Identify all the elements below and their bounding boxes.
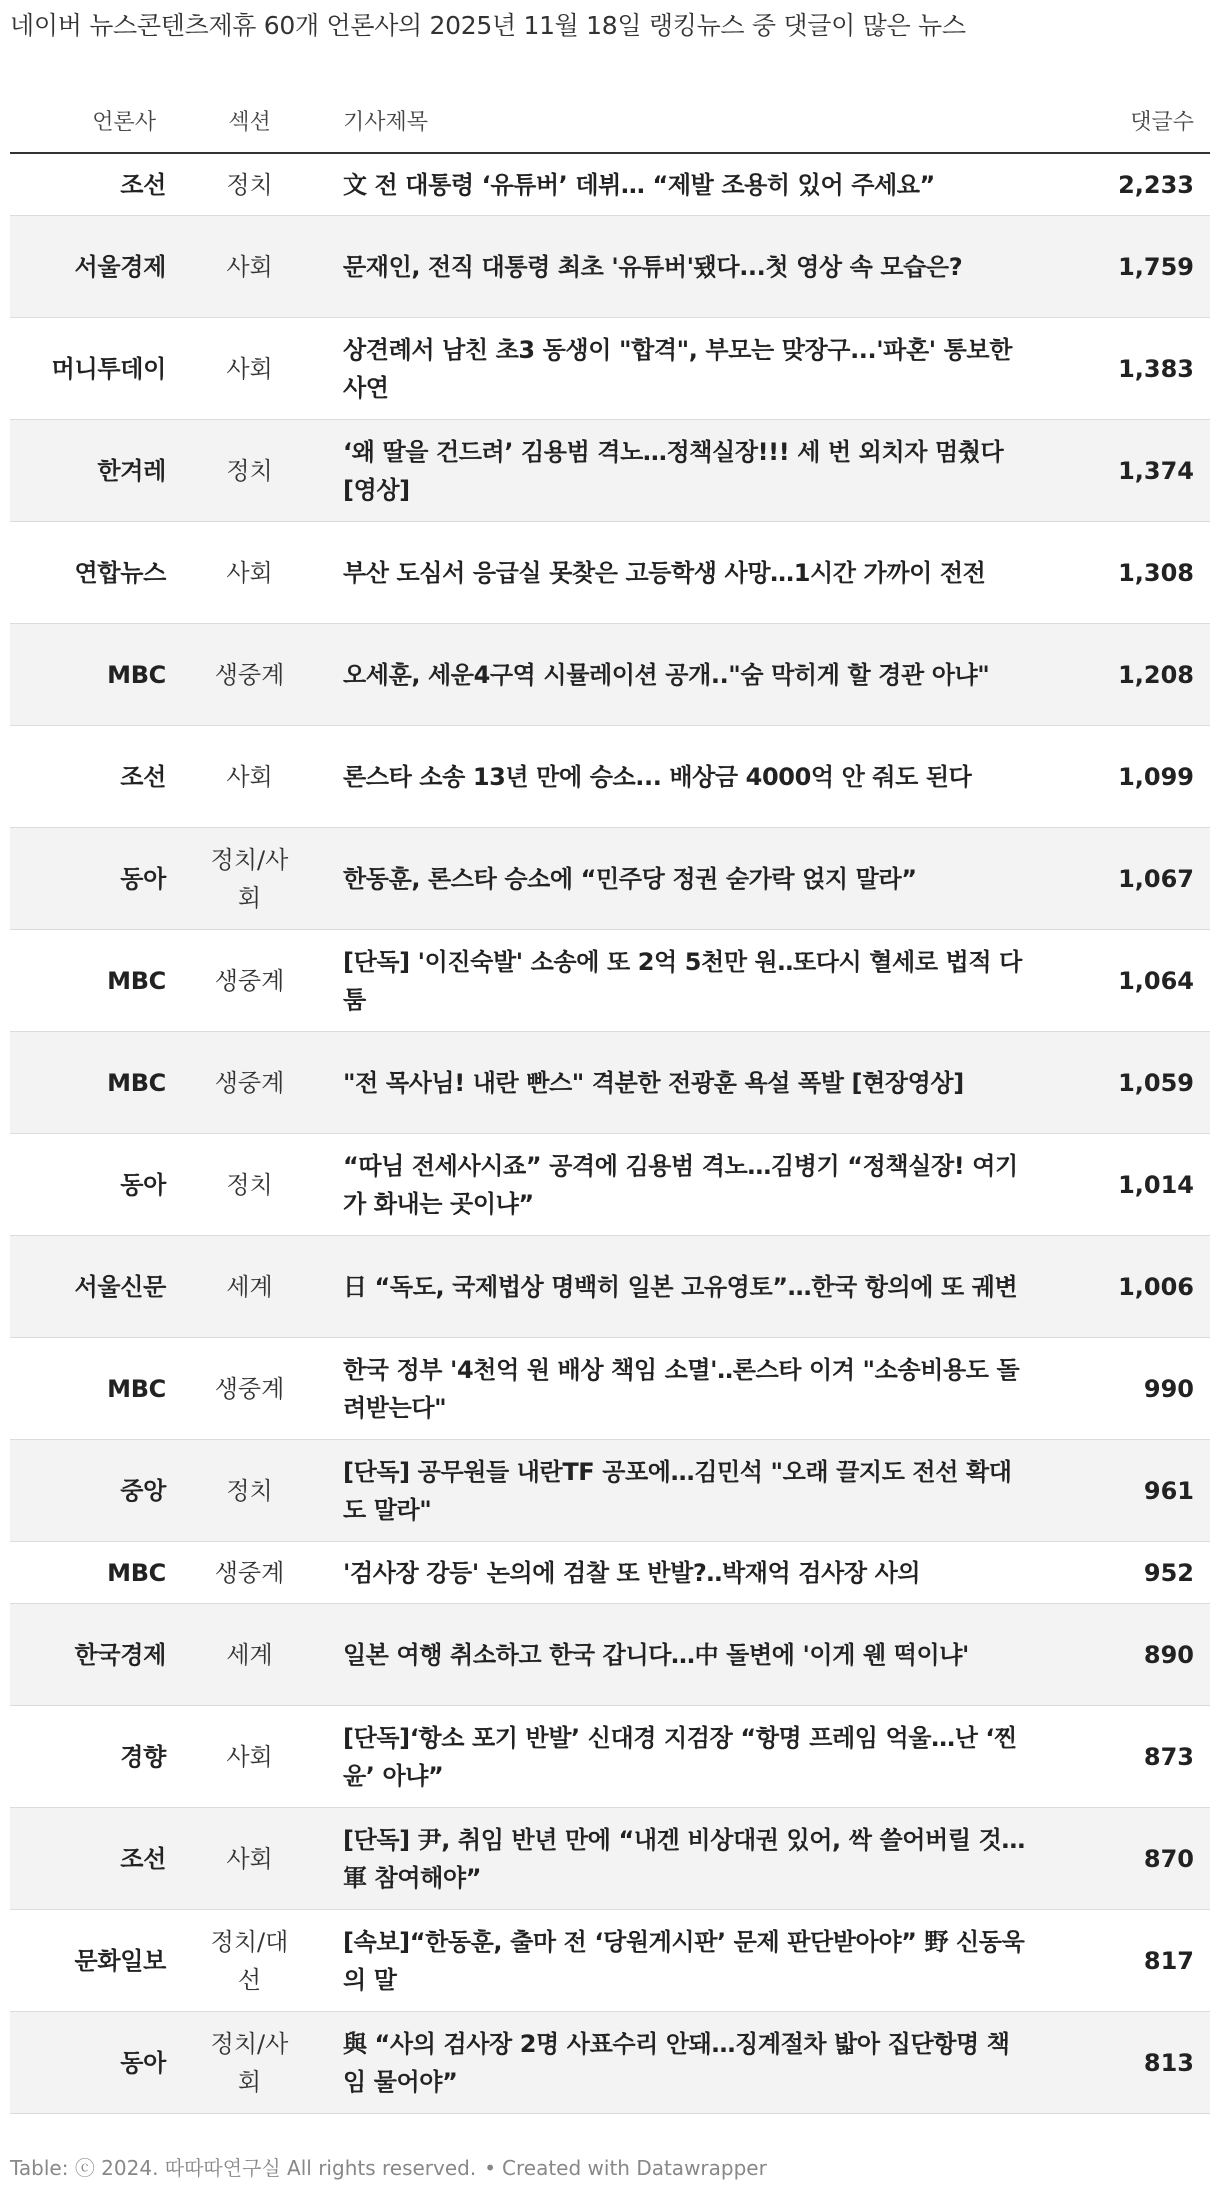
cell-press: 한겨레 bbox=[10, 420, 172, 522]
cell-headline: 상견례서 남친 초3 동생이 "합격", 부모는 맞장구...'파혼' 통보한 사연 bbox=[327, 318, 1070, 420]
table-row bbox=[10, 930, 1210, 1032]
cell-headline: [단독] '이진숙발' 소송에 또 2억 5천만 원‥또다시 혈세로 법적 다툼 bbox=[327, 930, 1070, 1032]
cell-section: 정치/사회 bbox=[172, 2012, 327, 2114]
cell-comments: 1,374 bbox=[1070, 420, 1210, 522]
table-row bbox=[10, 216, 1210, 318]
cell-press: 중앙 bbox=[10, 1440, 172, 1542]
cell-press: 경향 bbox=[10, 1706, 172, 1808]
cell-headline: [단독] 尹, 취임 반년 만에 “내겐 비상대권 있어, 싹 쓸어버릴 것… 軍 참여해야” bbox=[327, 1808, 1070, 1910]
footer bbox=[10, 2152, 767, 2181]
footer-created-with-link[interactable]: Created with Datawrapper bbox=[502, 2156, 767, 2180]
column-header-comments[interactable]: 댓글수 bbox=[1070, 88, 1210, 153]
table-row bbox=[10, 1706, 1210, 1808]
table-row bbox=[10, 1338, 1210, 1440]
cell-press: 동아 bbox=[10, 1134, 172, 1236]
cell-comments: 1,099 bbox=[1070, 726, 1210, 828]
cell-section: 생중계 bbox=[172, 1542, 327, 1604]
cell-section: 생중계 bbox=[172, 624, 327, 726]
cell-section: 사회 bbox=[172, 1808, 327, 1910]
cell-comments: 2,233 bbox=[1070, 153, 1210, 216]
cell-comments: 873 bbox=[1070, 1706, 1210, 1808]
cell-headline: "전 목사님! 내란 빤스" 격분한 전광훈 욕설 폭발 [현장영상] bbox=[327, 1032, 1070, 1134]
table-row bbox=[10, 1134, 1210, 1236]
table-row bbox=[10, 1604, 1210, 1706]
cell-press: MBC bbox=[10, 1338, 172, 1440]
cell-headline: 오세훈, 세운4구역 시뮬레이션 공개.."숨 막히게 할 경관 아냐" bbox=[327, 624, 1070, 726]
table-row bbox=[10, 1236, 1210, 1338]
cell-comments: 1,059 bbox=[1070, 1032, 1210, 1134]
cell-section: 정치 bbox=[172, 420, 327, 522]
cell-comments: 890 bbox=[1070, 1604, 1210, 1706]
cell-section: 사회 bbox=[172, 216, 327, 318]
cell-press: 서울신문 bbox=[10, 1236, 172, 1338]
cell-section: 세계 bbox=[172, 1604, 327, 1706]
cell-comments: 1,759 bbox=[1070, 216, 1210, 318]
cell-press: 동아 bbox=[10, 2012, 172, 2114]
cell-headline: 부산 도심서 응급실 못찾은 고등학생 사망…1시간 가까이 전전 bbox=[327, 522, 1070, 624]
cell-section: 정치 bbox=[172, 153, 327, 216]
cell-headline: ‘왜 딸을 건드려’ 김용범 격노…정책실장!!! 세 번 외치자 멈췄다 [영상] bbox=[327, 420, 1070, 522]
cell-press: 동아 bbox=[10, 828, 172, 930]
column-header-section[interactable]: 섹션 bbox=[172, 88, 327, 153]
cell-press: MBC bbox=[10, 1032, 172, 1134]
cell-press: 조선 bbox=[10, 153, 172, 216]
footer-credit: Table: ⓒ 2024. 따따따연구실 All rights reserved. bbox=[10, 2156, 477, 2180]
cell-section: 정치 bbox=[172, 1134, 327, 1236]
cell-press: 조선 bbox=[10, 726, 172, 828]
cell-headline: “따님 전세사시죠” 공격에 김용범 격노…김병기 “정책실장! 여기가 화내는 곳이냐” bbox=[327, 1134, 1070, 1236]
cell-headline: 론스타 소송 13년 만에 승소... 배상금 4000억 안 줘도 된다 bbox=[327, 726, 1070, 828]
cell-comments: 961 bbox=[1070, 1440, 1210, 1542]
column-header-headline[interactable]: 기사제목 bbox=[327, 88, 1070, 153]
table-row bbox=[10, 1910, 1210, 2012]
table-row bbox=[10, 1440, 1210, 1542]
table-row bbox=[10, 522, 1210, 624]
cell-press: MBC bbox=[10, 1542, 172, 1604]
cell-comments: 990 bbox=[1070, 1338, 1210, 1440]
table-row bbox=[10, 2012, 1210, 2114]
cell-section: 세계 bbox=[172, 1236, 327, 1338]
cell-headline: [단독]‘항소 포기 반발’ 신대경 지검장 “항명 프레임 억울…난 ‘찐윤’ 아냐” bbox=[327, 1706, 1070, 1808]
table-row bbox=[10, 420, 1210, 522]
cell-headline: '검사장 강등' 논의에 검찰 또 반발?‥박재억 검사장 사의 bbox=[327, 1542, 1070, 1604]
table-title: 네이버 뉴스콘텐츠제휴 60개 언론사의 2025년 11월 18일 랭킹뉴스 중 댓글이 많은 뉴스 bbox=[10, 11, 966, 40]
cell-press: 서울경제 bbox=[10, 216, 172, 318]
table-row bbox=[10, 624, 1210, 726]
cell-comments: 1,014 bbox=[1070, 1134, 1210, 1236]
cell-section: 사회 bbox=[172, 1706, 327, 1808]
cell-press: 문화일보 bbox=[10, 1910, 172, 2012]
cell-headline: 與 “사의 검사장 2명 사표수리 안돼…징계절차 밟아 집단항명 책임 물어야” bbox=[327, 2012, 1070, 2114]
footer-separator: • bbox=[484, 2156, 497, 2180]
cell-comments: 813 bbox=[1070, 2012, 1210, 2114]
table-row bbox=[10, 726, 1210, 828]
cell-press: MBC bbox=[10, 624, 172, 726]
cell-comments: 1,208 bbox=[1070, 624, 1210, 726]
cell-headline: 文 전 대통령 ‘유튜버’ 데뷔… “제발 조용히 있어 주세요” bbox=[327, 153, 1070, 216]
cell-section: 정치/대선 bbox=[172, 1910, 327, 2012]
table-row bbox=[10, 318, 1210, 420]
cell-comments: 1,308 bbox=[1070, 522, 1210, 624]
cell-comments: 1,383 bbox=[1070, 318, 1210, 420]
cell-comments: 1,067 bbox=[1070, 828, 1210, 930]
cell-press: 한국경제 bbox=[10, 1604, 172, 1706]
cell-section: 생중계 bbox=[172, 930, 327, 1032]
cell-section: 생중계 bbox=[172, 1032, 327, 1134]
cell-comments: 817 bbox=[1070, 1910, 1210, 2012]
cell-section: 사회 bbox=[172, 726, 327, 828]
cell-headline: [단독] 공무원들 내란TF 공포에…김민석 "오래 끌지도 전선 확대도 말라" bbox=[327, 1440, 1070, 1542]
table-row bbox=[10, 1542, 1210, 1604]
cell-comments: 1,006 bbox=[1070, 1236, 1210, 1338]
cell-section: 정치 bbox=[172, 1440, 327, 1542]
table-body bbox=[10, 153, 1210, 2114]
cell-section: 사회 bbox=[172, 522, 327, 624]
cell-section: 정치/사회 bbox=[172, 828, 327, 930]
cell-headline: 문재인, 전직 대통령 최초 '유튜버'됐다...첫 영상 속 모습은? bbox=[327, 216, 1070, 318]
cell-section: 사회 bbox=[172, 318, 327, 420]
column-header-press[interactable]: 언론사 bbox=[10, 88, 172, 153]
table-header bbox=[10, 88, 1210, 153]
table-row bbox=[10, 153, 1210, 216]
cell-press: MBC bbox=[10, 930, 172, 1032]
cell-section: 생중계 bbox=[172, 1338, 327, 1440]
cell-headline: 한국 정부 '4천억 원 배상 책임 소멸'‥론스타 이겨 "소송비용도 돌려받는다" bbox=[327, 1338, 1070, 1440]
cell-press: 조선 bbox=[10, 1808, 172, 1910]
cell-comments: 1,064 bbox=[1070, 930, 1210, 1032]
cell-comments: 952 bbox=[1070, 1542, 1210, 1604]
table-row bbox=[10, 1032, 1210, 1134]
cell-headline: 한동훈, 론스타 승소에 “민주당 정권 숟가락 얹지 말라” bbox=[327, 828, 1070, 930]
cell-headline: 日 “독도, 국제법상 명백히 일본 고유영토”…한국 항의에 또 궤변 bbox=[327, 1236, 1070, 1338]
cell-press: 연합뉴스 bbox=[10, 522, 172, 624]
cell-comments: 870 bbox=[1070, 1808, 1210, 1910]
header-row bbox=[10, 88, 1210, 153]
news-ranking-table bbox=[10, 88, 1210, 2114]
table-row bbox=[10, 1808, 1210, 1910]
cell-headline: [속보]“한동훈, 출마 전 ‘당원게시판’ 문제 판단받아야” 野 신동욱의 말 bbox=[327, 1910, 1070, 2012]
cell-headline: 일본 여행 취소하고 한국 갑니다…中 돌변에 '이게 웬 떡이냐' bbox=[327, 1604, 1070, 1706]
cell-press: 머니투데이 bbox=[10, 318, 172, 420]
table-row bbox=[10, 828, 1210, 930]
